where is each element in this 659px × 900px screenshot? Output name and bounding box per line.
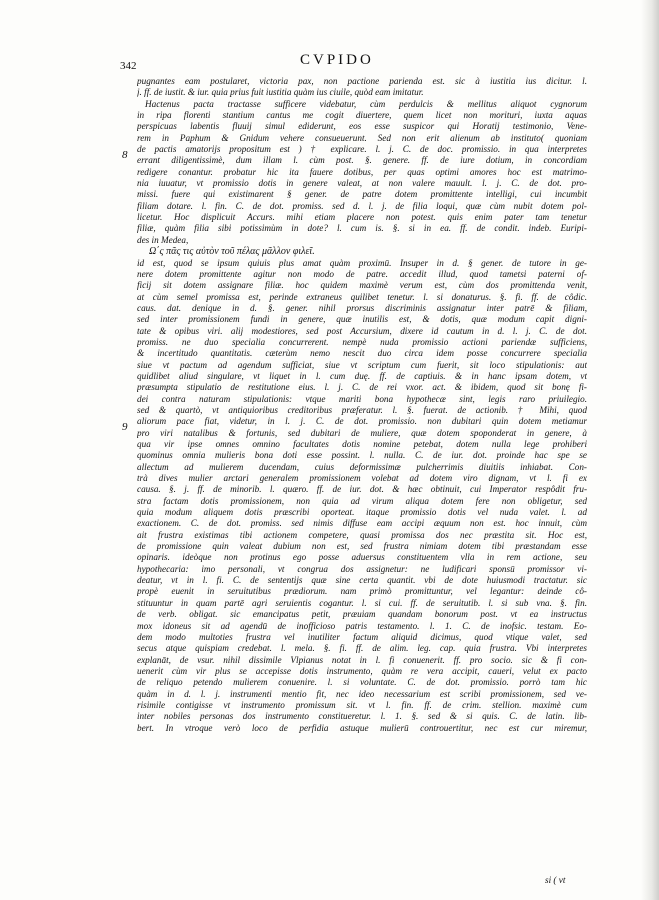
text-line: & incertitudo quantitatis. cæterùm nemo nescit duo circa idem posse concurrere specialia [137, 348, 587, 359]
text-line: quàm in d. l. j. instrumenti mentio fit, nec ideo necessarium est scribi promissionem, sed ve- [137, 688, 587, 699]
text-line: id est, quod se ipsum quiuis plus amat quàm proximū. Insuper in d. § gener. de tutore in ge- [137, 257, 587, 268]
text-line: propè euenit in seruitutibus prædiorum. nam primò promittuntur, vel legantur: deinde cô- [137, 586, 587, 597]
text-line: causa. §. j. ff. de minorib. l. quæro. ff. de iur. dot. & hæc obtinuit, cui Imperator respôdit fru- [137, 484, 587, 495]
text-line: dei contra naturam stipulationis: vtque mariti bona hypothecæ sint, legis raro priuilegio. [137, 393, 587, 404]
page-edge-shadow [641, 0, 659, 900]
margin-number: 9 [122, 421, 128, 433]
text-line: stra factam dotis promissionem, non quia ad virum aliqua dotem fere non obligetur, sed [137, 495, 587, 506]
text-line: risimile contigisse vt instrumento promissum sit. vt l. fin. ff. de crim. stellion. maximè cum [137, 699, 587, 710]
running-head: CVPIDO [300, 52, 374, 68]
catchword: si ( vt [545, 875, 566, 885]
text-line: dem modo multoties frustra vel inutiliter factum aliquid dicimus, quod vtique valet, sed [137, 631, 587, 642]
text-line: Hactenus pacta tractasse sufficere videbatur, cùm perdulcis & mellitus aliquot cygnorum [145, 98, 587, 109]
text-line: siue vt pactum ad agendum sufficiat, siue vt scriptum cum fuerit, sit loco stipulationis: aut [137, 359, 587, 370]
text-line: des in Medea, [137, 234, 189, 245]
text-line: quominus omnia mulieris bona doti esse possint. l. nulla. C. de iur. dot. proinde hac spe se [137, 450, 587, 461]
text-line: nere dotem promittente agitur non modo de patre. accedit illud, quod tametsi paterni of- [137, 268, 587, 279]
margin-number: 8 [122, 149, 128, 161]
text-line: stituuntur in quam partē agri seruientis cogantur. l. si cui. ff. de seruitutib. l. si sub vna. §. fin. [137, 597, 587, 608]
text-line: at cùm semel promissa est, perinde extraneus quilibet tenetur. l. si donaturus. §. fi. ff. de côdic. [137, 291, 587, 302]
text-line: filiæ, quàm filia sibi potissimùm in dote? l. cum is. §. si in ea. ff. de condit. indeb. Euripi- [137, 223, 587, 234]
text-line: missi. fuere qui existimarent § gener. de patre dotem promittente intelligi, cui incumbit [137, 189, 587, 200]
text-line: de promissione quin valeat dubium non est, sed frustra nimiam dotem tibi præstandam esse [137, 541, 587, 552]
text-line: ait frustra existimas tibi actionem competere, quasi promissa dos nec præstita sit. Hoc est, [137, 529, 587, 540]
text-line: exactionem. C. de dot. promiss. sed nimis diffuse eam accipi æquum non est. hoc innuit, cùm [137, 518, 587, 529]
text-line: promiss. ne duo specialia concurrerent. nempè nuda promissio actioni pariendæ sufficiens, [137, 336, 587, 347]
greek-quotation: Ω΄ς πᾶς τις αὐτὸν τοῦ πέλας μᾶλλον φιλεῖ. [149, 246, 315, 258]
text-line: uenerit cùm vir plus se accepisse dotis instrumento, quàm re vera accipit, caueri, velut ex pacto [137, 665, 587, 676]
text-line: rem in Paphum & Gnidum vehere consueuerunt. Sed non erit alienum ab instituto( quoniam [137, 132, 587, 143]
text-line: perspicuas labentis fluuij simul ediderunt, eos esse suspicor qui Horatij testimonio, Vene- [137, 121, 587, 132]
text-line: qua vir ipse omnes omnino facultates dotis nomine petebat, dotem nulla lege prohiberi [137, 439, 587, 449]
text-line: quia modum aliquem dotis præscribi oporteat. itaque promissio dotis vel nuda valet. l. ad [137, 507, 587, 518]
body-text [137, 76, 587, 734]
text-line: licetur. Hoc displicuit Accurs. mihi etiam placere non potest. quis enim pater tam tenetur [137, 212, 587, 223]
text-line: mox idoneus sit ad agendū de inofficioso patris testamento. l. 1. C. de inofsic. testam. Eo- [137, 620, 587, 631]
text-line: in ripa florenti stantium cantus me cogit diuertere, quem licet non morituri, iuxta aquas [137, 110, 587, 121]
page-number: 342 [120, 60, 137, 72]
text-line: deatur, vt in l. fi. C. de sententijs quæ sine certa quantit. vbi de dote huiusmodi tractatur. sic [137, 575, 587, 586]
text-line: opinaris. ideòque non protinus ego posse aduersus constituentem vlla in rem actione, seu [137, 552, 587, 563]
text-line: secus atque quispiam credebat. l. mela. §. fi. ff. de alim. leg. cap. quia frustra. Vbi interpretes [137, 643, 587, 654]
text-line: sed & quartò, vt antiquioribus creditoribus præferatur. l. §. fuerat. de actionib. † Mihi, quod [137, 404, 587, 415]
text-line: præsumpta stipulatio de restitutione eius. l. j. C. de rei vxor. act. & ibidem, quod sit bonę fi- [137, 382, 587, 393]
text-line: sed inter promissionem fundi in genere, quæ inutilis est, & dotis, quæ modum capit digni- [137, 314, 587, 325]
text-line: redigere conantur. probatur hic ita fauere dotibus, per quas optimi amores hoc est matrimo- [137, 166, 587, 177]
text-line: j. ff. de iustit. & iur. quia prius fuit iustitia quàm ius ciuile, quòd eam imitatur. [137, 87, 424, 98]
text-line: explanāt, de vsur. nihil dissimile Vlpianus notat in l. fi conuenerit. ff. pro socio. sic & fi con- [137, 654, 587, 665]
text-line: inter nobiles personas dos instrumento constitueretur. l. 1. §. sed & si quis. C. de latin. lib- [137, 711, 587, 722]
text-line: pro viri natalibus & fortunis, sed dubitari de muliere, quæ dotem spoponderat in genere, à [137, 427, 587, 438]
text-line: bert. In vtroque verò loco de perfidia astuque mulierū controuertitur, nec est cur miremur, [137, 722, 587, 733]
text-line: nia iuuatur, vt promissio dotis in genere valeat, at non valere mauult. l. j. C. de dot. pro- [137, 178, 587, 189]
text-line: filiam dotare. l. fin. C. de dot. promiss. sed d. l. j. de filia loqui, quæ cùm nubit dotem pol- [137, 200, 587, 211]
text-line: errant diligentissimè, dum illam l. cùm post. §. genere. ff. de iure dotium, in concordiam [137, 155, 587, 166]
text-line: allectum ad mulierem ducendam, cuius deformissimæ pulcherrimis diuitiis inhiabat. Con- [137, 461, 587, 472]
text-line: de verb. obligat. sic emancipatus petit, præuiam quandam bonorum post. vt ea instructus [137, 609, 587, 620]
text-line: trà dives mulier arctari generalem promissionem volebat ad dotem viro dignam, vt l. fi ex [137, 473, 587, 484]
text-line: pugnantes eam postularet, victoria pax, non pactione parienda est. sic à iustitia ius dicitur. l. [137, 76, 587, 86]
text-line: de reliquo petendo mulierem conuenire. l. si voluntate. C. de dot. promissio. porrò tam hic [137, 677, 587, 688]
text-line: quidlibet aliud singulare, vt liquet in l. cum duę. ff. de captiuis. & in hanc ipsam dotem, vt [137, 370, 587, 381]
text-line: caus. dat. denique in d. §. gener. nihil prorsus discriminis assignatur inter patrē & filiam, [137, 302, 587, 313]
text-line: tate & opibus viri. alij modestiores, sed post Accursium, dixere id cautum in d. l. j. C. de dot. [137, 325, 587, 336]
text-line: de pactis amatorijs propositum est ) † explicare. l. j. C. de doc. promissio. in qua interpretes [137, 144, 587, 155]
text-line: ficij sit dotem assignare filiæ. hoc quidem maximè verum est, cùm dos promittenda venit, [137, 280, 587, 291]
text-line: aliorum pace fiat, videtur, in l. j. C. de dot. promissio. non dubitari quin dotem metiamur [137, 416, 587, 427]
text-line: hypothecaria: imo personali, vt congrua dos assignetur: ne ludificari sponsū promissor vi- [137, 563, 587, 574]
